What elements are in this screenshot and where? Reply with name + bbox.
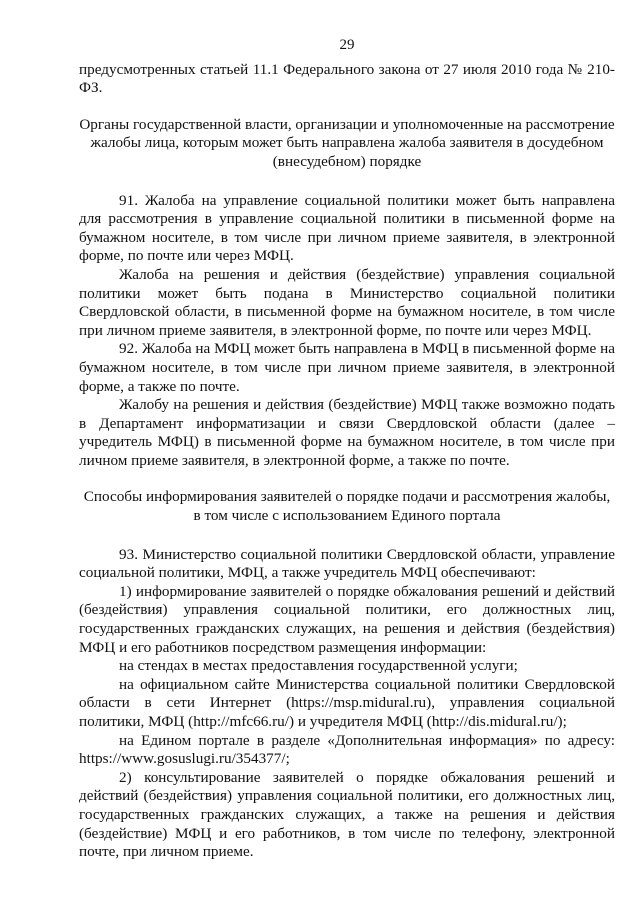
paragraph-unified-portal: на Едином портале в разделе «Дополнительная информация» по адресу: https://www.gosuslugi.ru/354377/; xyxy=(79,731,615,768)
section-heading-complaint-bodies: Органы государственной власти, организации и уполномоченные на рассмотрение жалобы лица, которым может быть направлена жалоба заявителя в досудебном (внесудебном) порядке xyxy=(79,115,615,170)
paragraph-91: 91. Жалоба на управление социальной политики может быть направлена для рассмотрения в управление социальной политики в письменной форме на бумажном носителе, в том числе при личном приеме заявителя, в электронной форме, по почте или через МФЦ. xyxy=(79,191,615,265)
paragraph-official-site: на официальном сайте Министерства социальной политики Свердловской области в сети Интернет (https://msp.midural.ru), управления социальной политики, МФЦ (http://mfc66.ru/) и учредителя МФЦ (http://dis.midural.ru/); xyxy=(79,675,615,730)
spacer xyxy=(79,526,615,546)
paragraph-93: 93. Министерство социальной политики Свердловской области, управление социальной политики, МФЦ, а также учредитель МФЦ обеспечивают: xyxy=(79,545,615,582)
paragraph-91-ministry: Жалоба на решения и действия (бездействие) управления социальной политики может быть подана в Министерство социальной политики Свердловской области, в письменной форме на бумажном носителе, в том числе при личном приеме заявителя, в электронной форме, по почте или через МФЦ. xyxy=(79,265,615,339)
paragraph-93-item-1: 1) информирование заявителей о порядке обжалования решений и действий (бездействия) управления социальной политики, его должностных лиц, государственных гражданских служащих, на решения и действия (бездействия) МФЦ и его работников посредством размещения информации: xyxy=(79,582,615,656)
page-number: 29 xyxy=(339,37,355,53)
paragraph-stands: на стендах в местах предоставления государственной услуги; xyxy=(119,657,518,675)
spacer xyxy=(79,470,615,488)
section-heading-informing-methods: Способы информирования заявителей о порядке подачи и рассмотрения жалобы, в том числе с использованием Единого портала xyxy=(83,488,611,525)
document-page xyxy=(79,36,615,862)
paragraph-92-department: Жалобу на решения и действия (бездействие) МФЦ также возможно подать в Департамент информатизации и связи Свердловской области (далее – учредитель МФЦ) в письменной форме на бумажном носителе, в том числе при личном приеме заявителя, в электронной форме, а также по почте. xyxy=(79,396,615,469)
paragraph-93-item-2: 2) консультирование заявителей о порядке обжалования решений и действий (бездействия) управления социальной политики, его должностных лиц, государственных гражданских служащих, а также на решения и действия (бездействие) МФЦ и его работников, в том числе по телефону, электронной почте, при личном приеме. xyxy=(79,768,615,861)
spacer xyxy=(79,172,615,192)
paragraph-92: 92. Жалоба на МФЦ может быть направлена в МФЦ в письменной форме на бумажном носителе, в том числе при личном приеме заявителя, в электронной форме, а также по почте. xyxy=(79,340,615,395)
spacer xyxy=(79,98,615,116)
intro-paragraph: предусмотренных статьей 11.1 Федерального закона от 27 июля 2010 года № 210-ФЗ. xyxy=(79,60,615,97)
